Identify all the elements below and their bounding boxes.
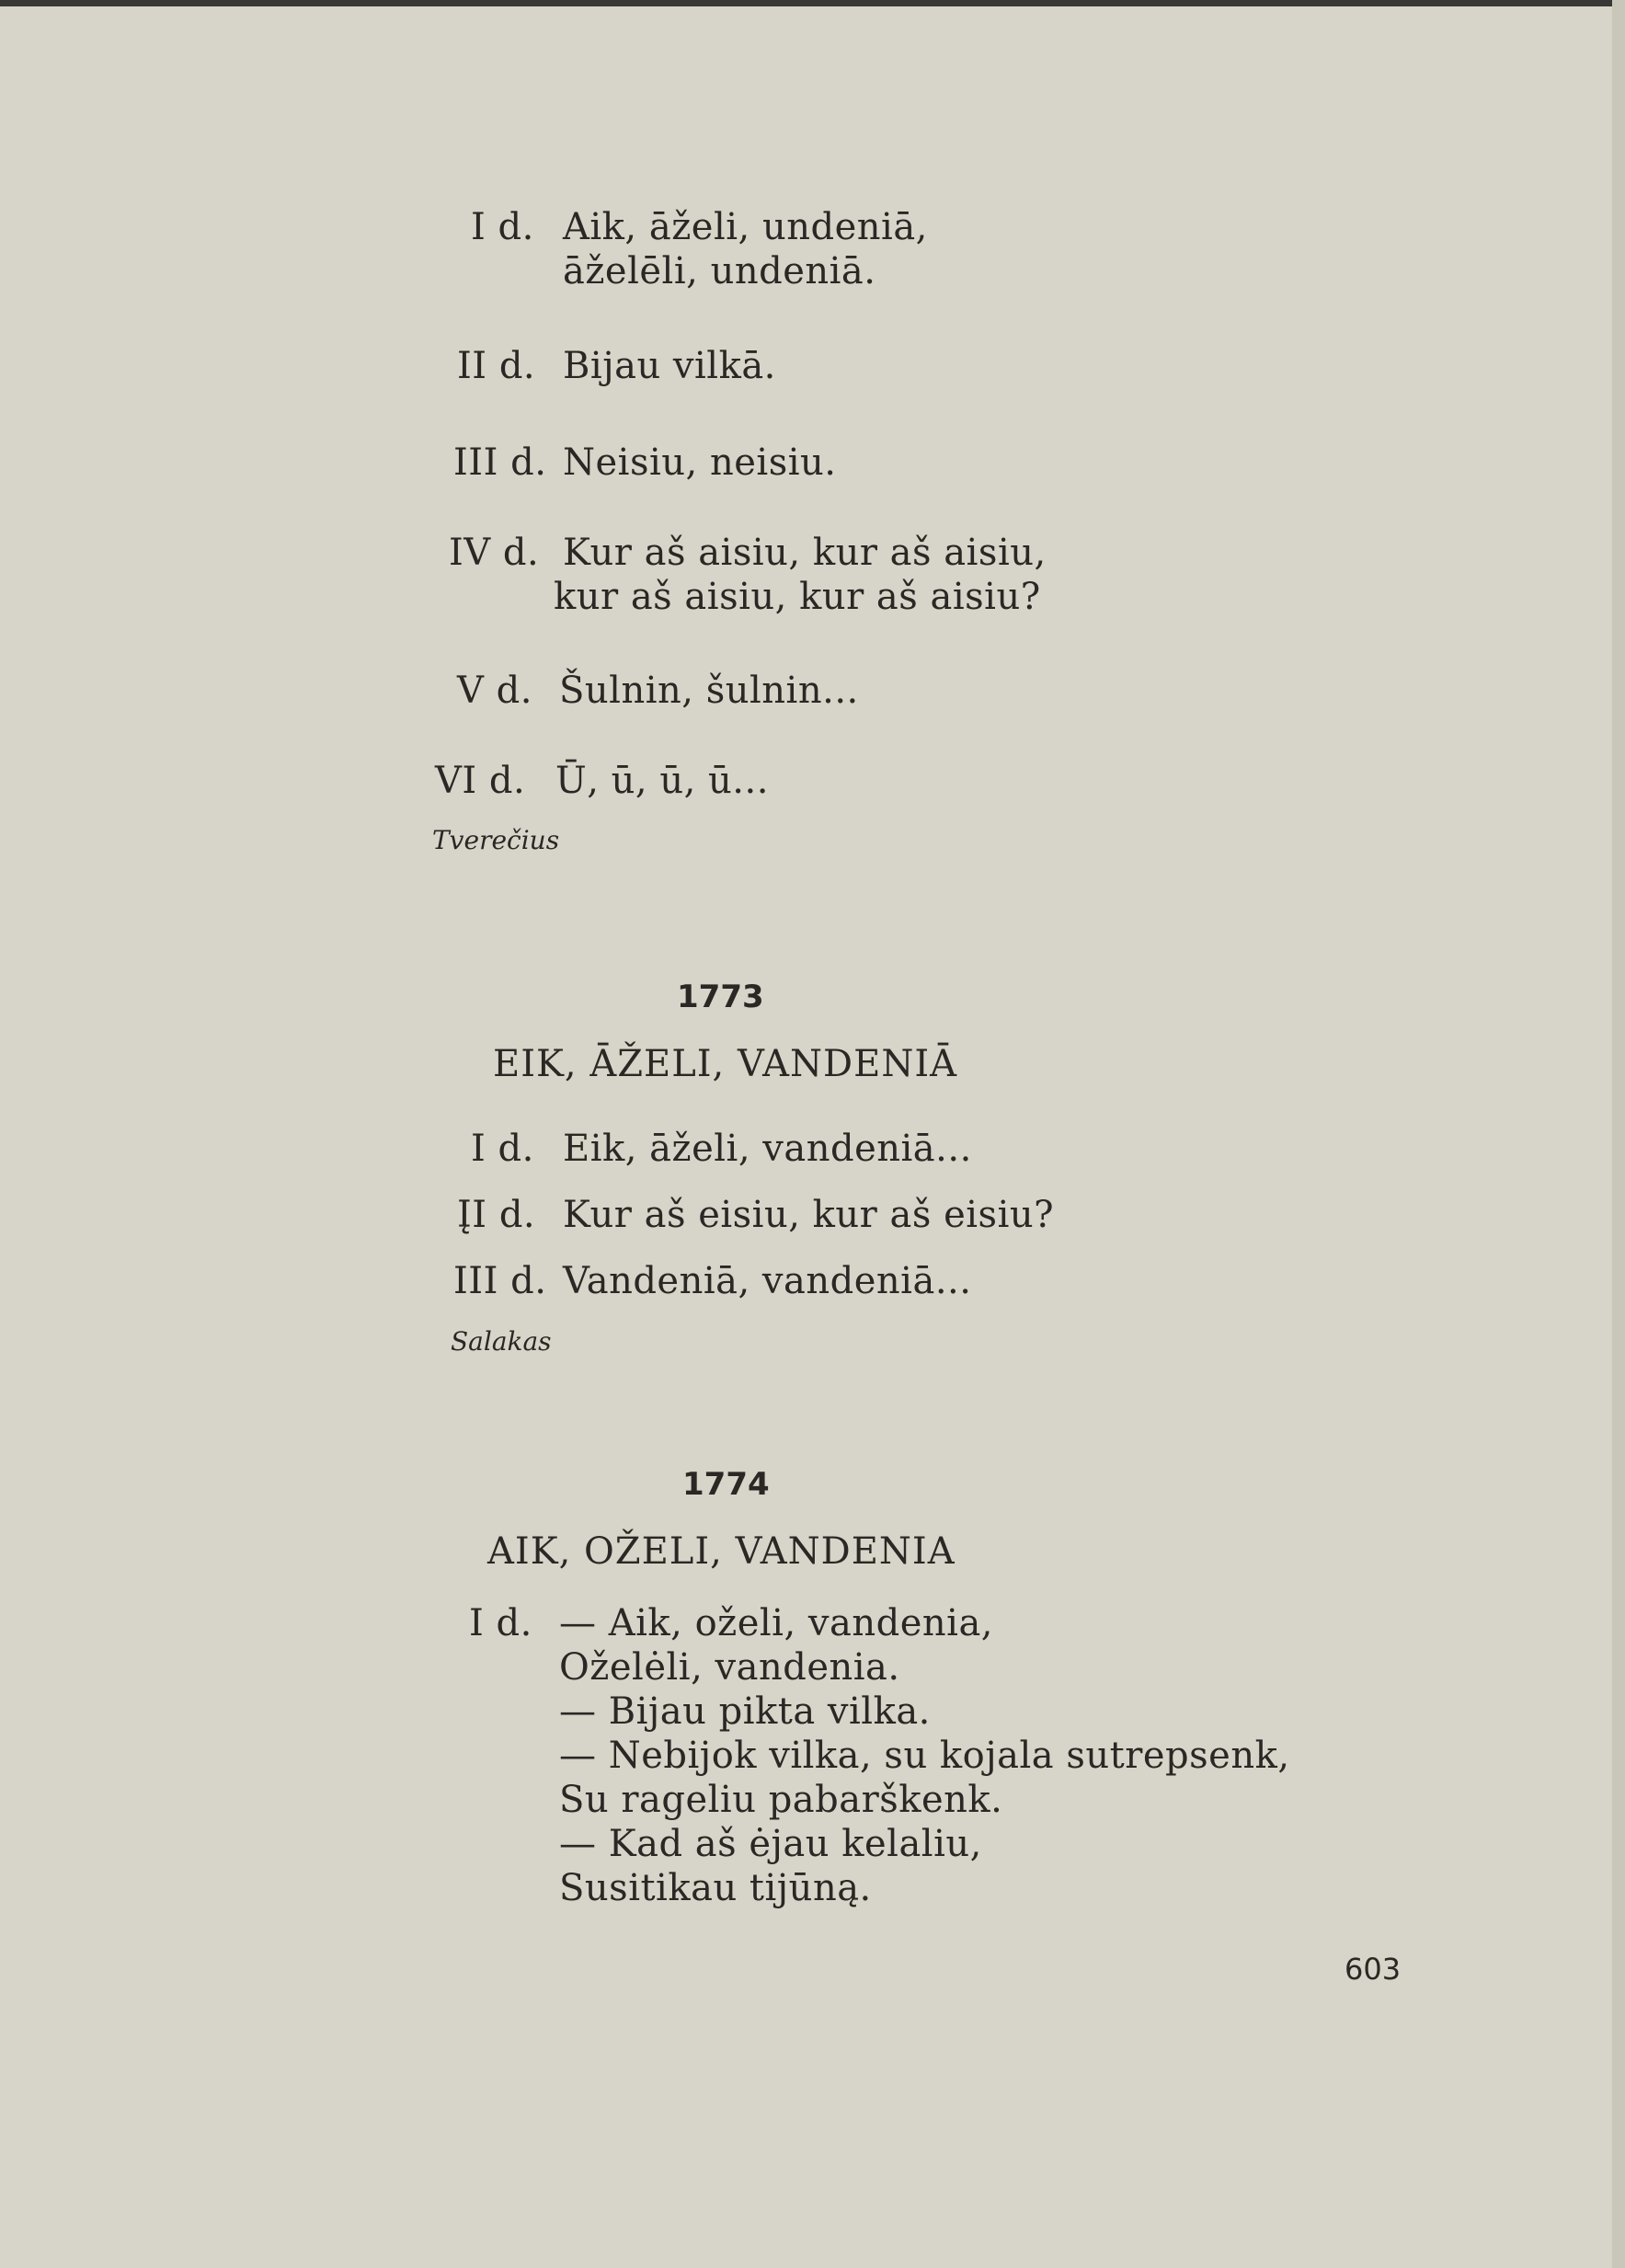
verse-label: VI d. (435, 760, 526, 802)
song-title: EIK, ĀŽELI, VANDENIĀ (493, 1043, 957, 1085)
verse-line: Oželėli, vandenia. (559, 1646, 900, 1689)
verse-line: Šulnin, šulnin... (559, 670, 859, 712)
song-number: 1773 (677, 979, 764, 1015)
verse-line: Su rageliu pabarškenk. (559, 1779, 1003, 1821)
verse-label: I d. (469, 1602, 532, 1644)
song-title: AIK, OŽELI, VANDENIA (487, 1530, 956, 1573)
source-place: Tverečius (432, 825, 560, 855)
scan-top-edge (0, 0, 1625, 6)
verse-label: V d. (457, 670, 532, 712)
page-number: 603 (1345, 1952, 1402, 1987)
verse-label: III d. (453, 441, 547, 484)
verse-label: I d. (471, 1128, 534, 1170)
verse-label: II d. (457, 345, 536, 387)
verse-line: — Nebijok vilka, su kojala sutrepsenk, (559, 1735, 1290, 1777)
source-place: Salakas (451, 1326, 552, 1357)
verse-line: Kur aš aisiu, kur aš aisiu, (563, 532, 1047, 574)
verse-label: IV d. (449, 532, 540, 574)
song-number: 1774 (682, 1466, 770, 1503)
verse-line: Kur aš eisiu, kur aš eisiu? (563, 1194, 1055, 1236)
verse-line: Bijau vilkā. (563, 345, 776, 387)
verse-line: Susitikau tijūną. (559, 1867, 872, 1909)
verse-label: ĮI d. (457, 1194, 536, 1236)
verse-line: āželēli, undeniā. (563, 250, 876, 292)
verse-line: Ū, ū, ū, ū... (555, 760, 769, 802)
scan-right-edge (1612, 0, 1625, 2268)
verse-line: Vandeniā, vandeniā... (563, 1260, 972, 1302)
verse-label: I d. (471, 206, 534, 248)
verse-line: Eik, āželi, vandeniā... (563, 1128, 972, 1170)
verse-line: Aik, āželi, undeniā, (563, 206, 928, 248)
verse-line: Neisiu, neisiu. (563, 441, 837, 484)
verse-label: III d. (453, 1260, 547, 1302)
verse-line: — Aik, oželi, vandenia, (559, 1602, 994, 1644)
verse-line: — Kad aš ėjau kelaliu, (559, 1823, 982, 1865)
verse-line: kur aš aisiu, kur aš aisiu? (554, 576, 1041, 618)
verse-line: — Bijau pikta vilka. (559, 1690, 931, 1733)
